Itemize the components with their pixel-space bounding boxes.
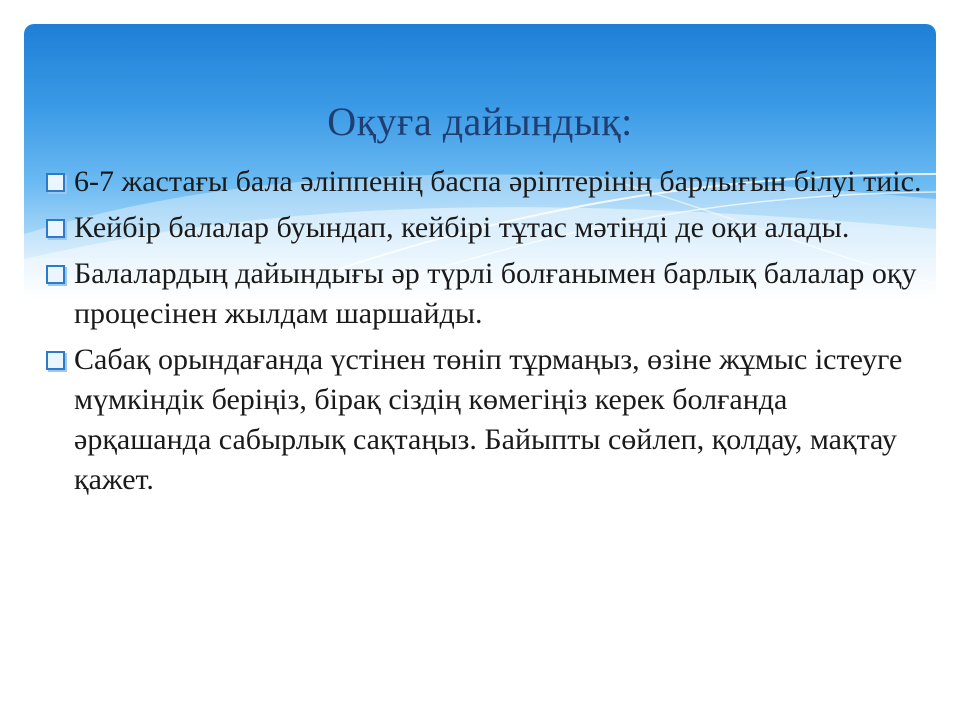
bullet-text: Сабақ орындағанда үстінен төніп тұрмаңыз, өзіне жұмыс істеуге мүмкіндік беріңіз, бірақ сіздің көмегіңіз керек болғанда әрқашанда сабырлық сақтаңыз. Байыпты сөйлеп, қолдау, мақтау қажет. xyxy=(74,343,903,496)
bullet-list xyxy=(44,162,924,506)
bullet-item xyxy=(44,208,924,248)
bullet-item xyxy=(44,254,924,334)
bullet-text: Кейбір балалар буындап, кейбірі тұтас мәтінді де оқи алады. xyxy=(74,211,850,244)
checkbox-icon xyxy=(46,219,65,238)
bullet-item xyxy=(44,340,924,500)
bullet-text: Балалардың дайындығы әр түрлі болғанымен барлық балалар оқу процесінен жылдам шаршайды. xyxy=(74,257,917,330)
slide-title: Оқуға дайындық: xyxy=(327,99,633,144)
bullet-item xyxy=(44,162,924,202)
checkbox-icon xyxy=(46,173,65,192)
checkbox-icon xyxy=(46,351,65,370)
bullet-text: 6-7 жастағы бала әліппенің баспа әріптерінің барлығын білуі тиіс. xyxy=(74,165,922,198)
checkbox-icon xyxy=(46,265,65,284)
